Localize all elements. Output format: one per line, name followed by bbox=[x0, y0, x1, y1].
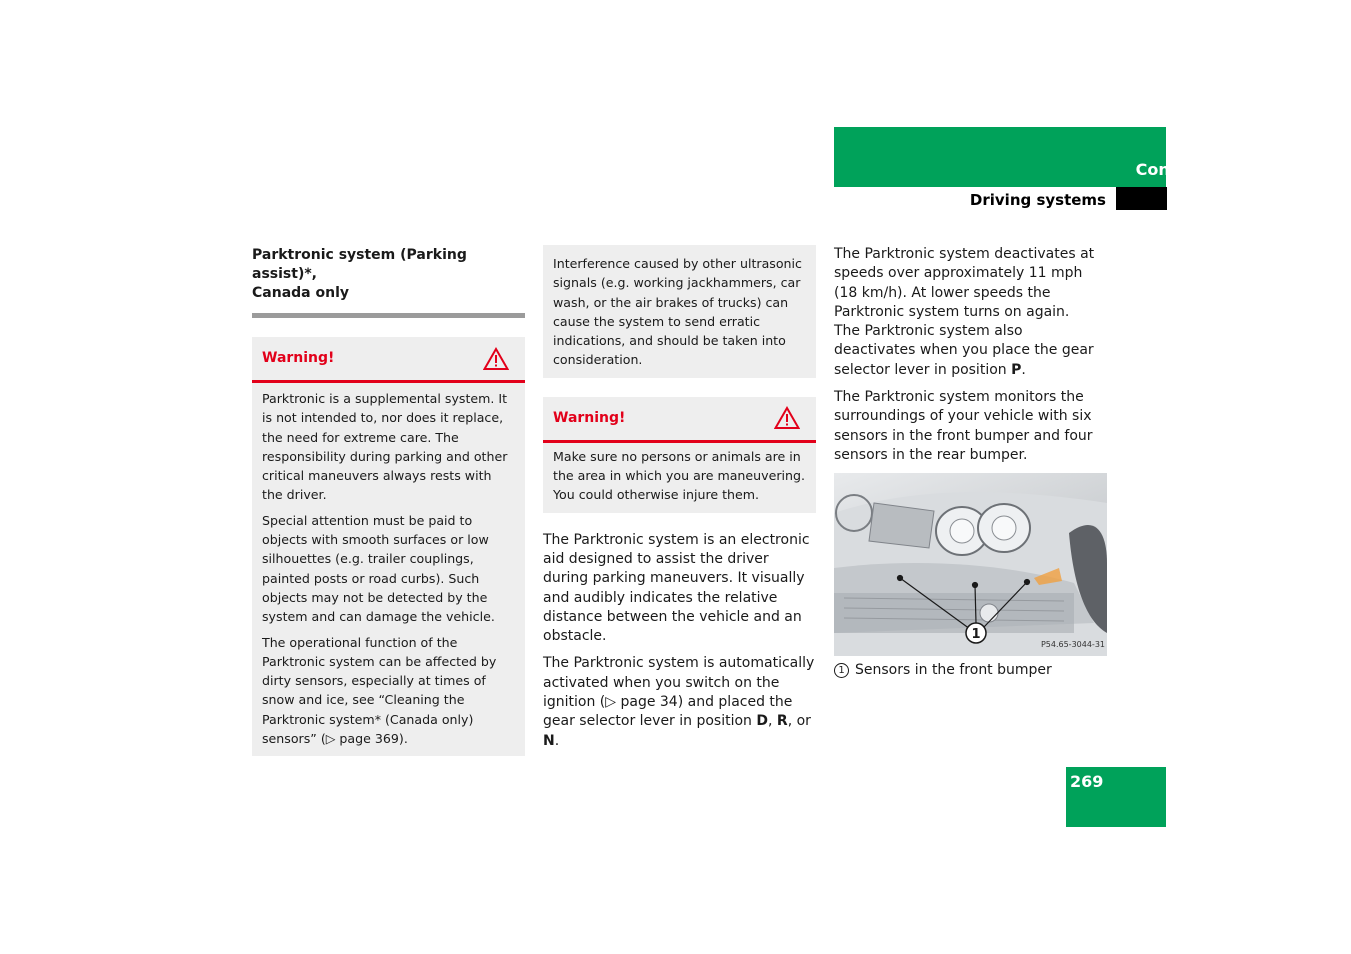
image-caption bbox=[834, 661, 1107, 680]
heading-rule bbox=[252, 313, 525, 318]
warning-header bbox=[252, 337, 525, 383]
body-paragraph: The Parktronic system monitors the surroundings of your vehicle with six sensors in the front bumper and four sensors in the rear bumper. bbox=[834, 389, 1093, 463]
body-paragraph-activation: The Parktronic system is automatically activated when you switch on the ignition (▷ page 34) and placed the gear selector lever in position D, R, or N. bbox=[543, 655, 815, 749]
warning-paragraph: Parktronic is a supplemental system. It is not intended to, nor does it replace, the need for extreme care. The responsibility during parking and other critical maneuvers always rests with the driver. bbox=[262, 391, 508, 503]
column-right bbox=[834, 245, 1107, 680]
subsection-marker bbox=[1116, 187, 1167, 210]
section-title: Controls in detail bbox=[1135, 160, 1291, 179]
warning-triangle-icon bbox=[774, 406, 800, 430]
warning-body: Make sure no persons or animals are in the area in which you are maneuvering. You could otherwise injure them. bbox=[553, 448, 805, 503]
warning-triangle-icon bbox=[483, 347, 509, 371]
warning-label: Warning! bbox=[553, 409, 626, 426]
caption-text: Sensors in the front bumper bbox=[855, 662, 1052, 679]
front-bumper-photo bbox=[834, 473, 1107, 656]
warning-paragraph: The operational function of the Parktronic system can be affected by dirty sensors, especially at times of snow and ice, see “Cleaning the Parktronic system* (Canada only) sensors” (▷ page 369). bbox=[262, 634, 497, 747]
page-heading: Parktronic system (Parking assist)*, Canada only bbox=[252, 247, 467, 301]
warning-box-persons bbox=[543, 397, 816, 513]
body-paragraph: The Parktronic system is an electronic aid designed to assist the driver during parking maneuvers. It visually and audibly indicates the relative distance between the vehicle and an obstacle. bbox=[543, 531, 810, 645]
callout-number: 1 bbox=[971, 627, 981, 643]
note-box-interference: Interference caused by other ultrasonic signals (e.g. working jackhammers, car wash, or the air brakes of trucks) can cause the system to send erratic indications, and should be taken into consideration. bbox=[543, 245, 816, 378]
column-left bbox=[252, 245, 525, 756]
warning-body bbox=[252, 383, 525, 756]
column-middle bbox=[543, 245, 816, 759]
body-paragraph-deactivation: The Parktronic system also deactivates when you place the gear selector lever in position P. bbox=[834, 323, 1094, 378]
warning-label: Warning! bbox=[262, 349, 335, 366]
page-number: 269 bbox=[1070, 772, 1104, 791]
car-front-illustration bbox=[834, 473, 1107, 656]
warning-box-supplemental bbox=[252, 337, 525, 756]
warning-header bbox=[543, 397, 816, 443]
body-paragraph: The Parktronic system deactivates at speeds over approximately 11 mph (18 km/h). At lower speeds the Parktronic system turns on again. bbox=[834, 246, 1095, 320]
caption-number-badge: 1 bbox=[834, 663, 849, 678]
image-code: P54.65-3044-31 bbox=[1040, 639, 1105, 649]
subsection-title: Driving systems bbox=[969, 191, 1106, 209]
warning-paragraph: Special attention must be paid to objects with smooth surfaces or low silhouettes (e.g. trailer couplings, painted posts or road curbs). Such objects may not be detected by the system and can damage the vehicle. bbox=[262, 512, 495, 625]
